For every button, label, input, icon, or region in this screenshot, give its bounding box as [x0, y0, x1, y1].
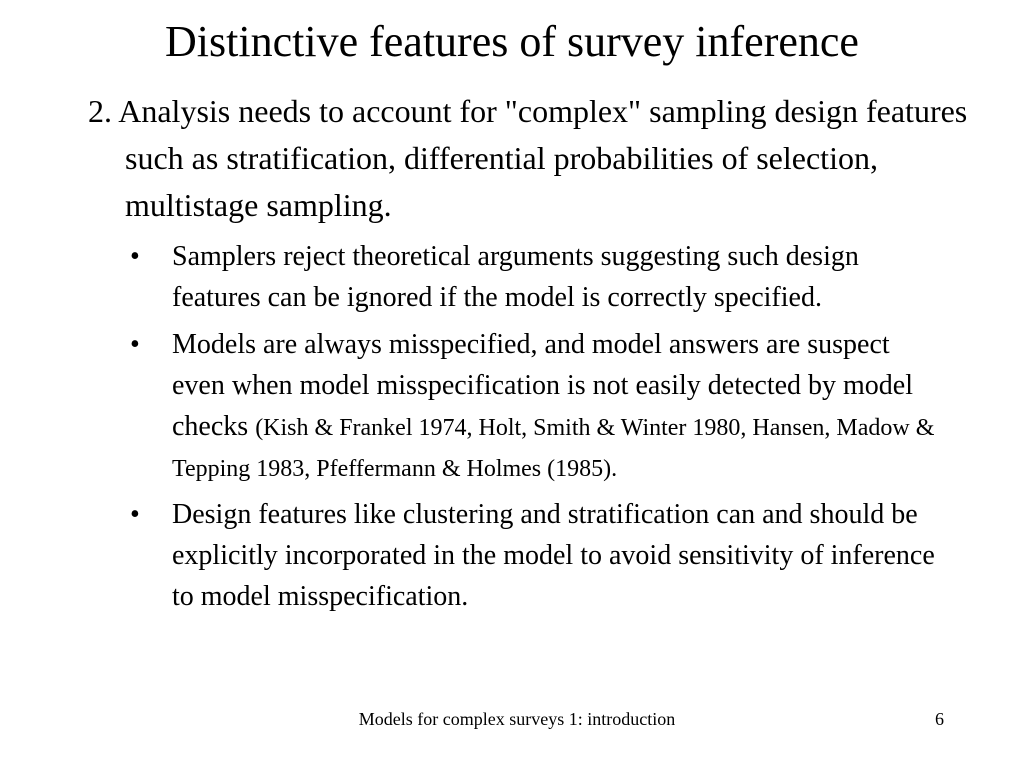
main-point-number: 2. — [88, 93, 112, 129]
bullet-item — [130, 494, 940, 617]
bullet-marker: • — [130, 329, 140, 360]
page-number: 6 — [935, 709, 944, 729]
main-point — [88, 88, 985, 229]
footer-caption: Models for complex surveys 1: introduction — [358, 709, 676, 729]
bullet-text: Models are always misspecified, and model answers are suspect even when model misspecification is not easily detected by model checks — [172, 329, 914, 442]
slide-title: Distinctive features of survey inference — [165, 17, 859, 66]
bullet-marker: • — [130, 499, 140, 530]
bullet-list — [130, 236, 940, 623]
bullet-text: Samplers reject theoretical arguments suggesting such design features can be ignored if the model is correctly specified. — [172, 241, 859, 313]
main-point-text: Analysis needs to account for "complex" sampling design features such as stratification, differential probabilities of selection, multistage sampling. — [118, 93, 968, 223]
bullet-marker: • — [130, 241, 140, 272]
bullet-citation: (Kish & Frankel 1974, Holt, Smith & Winter 1980, Hansen, Madow & Tepping 1983, Pfeffermann & Holmes (1985). — [172, 415, 935, 482]
bullet-item — [130, 324, 940, 488]
bullet-item — [130, 236, 940, 318]
bullet-text: Design features like clustering and stratification can and should be explicitly incorporated in the model to avoid sensitivity of inference to model misspecification. — [172, 499, 935, 612]
